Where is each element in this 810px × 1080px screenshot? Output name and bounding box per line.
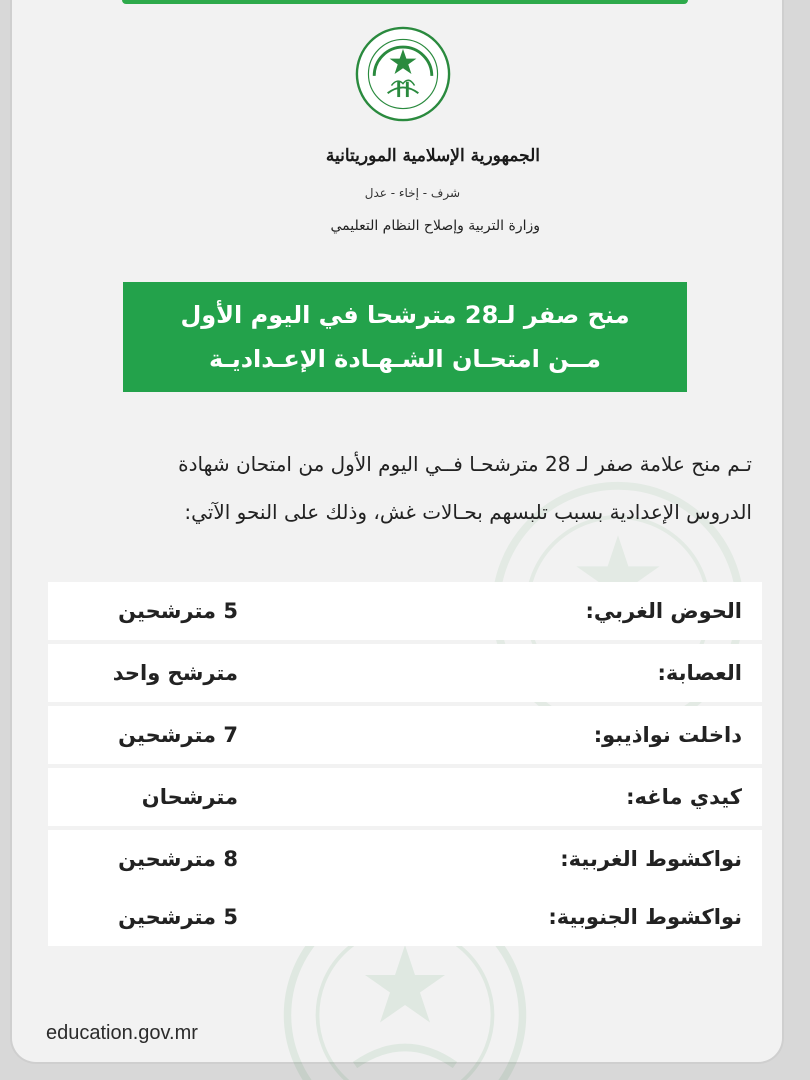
candidate-count: 5 مترشحين — [118, 905, 238, 929]
ministry-name: وزارة التربية وإصلاح النظام التعليمي — [330, 218, 540, 234]
intro-paragraph — [60, 440, 752, 536]
top-accent-strip — [122, 0, 688, 4]
list-item — [48, 644, 762, 702]
region-name: نواكشوط الجنوبية: — [548, 905, 742, 929]
list-item — [48, 830, 762, 888]
headline-banner — [123, 282, 687, 392]
headline-line-1: منح صفر لـ28 مترشحا في اليوم الأول — [180, 301, 630, 329]
candidate-count: مترشحان — [141, 785, 238, 809]
region-name: نواكشوط الغربية: — [560, 847, 742, 871]
region-name: العصابة: — [657, 661, 742, 685]
republic-title: الجمهورية الإسلامية الموريتانية — [325, 146, 540, 166]
headline-line-2: مــن امتحـان الشـهـادة الإعـداديـة — [208, 345, 602, 373]
list-item — [48, 768, 762, 826]
list-item — [48, 706, 762, 764]
list-item — [48, 888, 762, 946]
candidate-count: 5 مترشحين — [118, 599, 238, 623]
intro-line-2: الدروس الإعدادية بسبب تلبسهم بحـالات غش، وذلك على النحو الآتي: — [184, 500, 752, 524]
region-name: الحوض الغربي: — [585, 599, 742, 623]
results-list — [48, 582, 762, 946]
national-motto: شرف - إخاء - عدل — [364, 186, 460, 200]
candidate-count: 8 مترشحين — [118, 847, 238, 871]
region-name: داخلت نواذيبو: — [593, 723, 742, 747]
national-seal-icon — [355, 26, 451, 122]
intro-line-1: تـم منح علامة صفر لـ 28 مترشحـا فــي اليوم الأول من امتحان شهادة — [178, 452, 752, 476]
website-url[interactable]: education.gov.mr — [46, 1022, 198, 1044]
candidate-count: 7 مترشحين — [118, 723, 238, 747]
candidate-count: مترشح واحد — [112, 661, 238, 685]
region-name: كيدي ماغه: — [626, 785, 742, 809]
list-item — [48, 582, 762, 640]
